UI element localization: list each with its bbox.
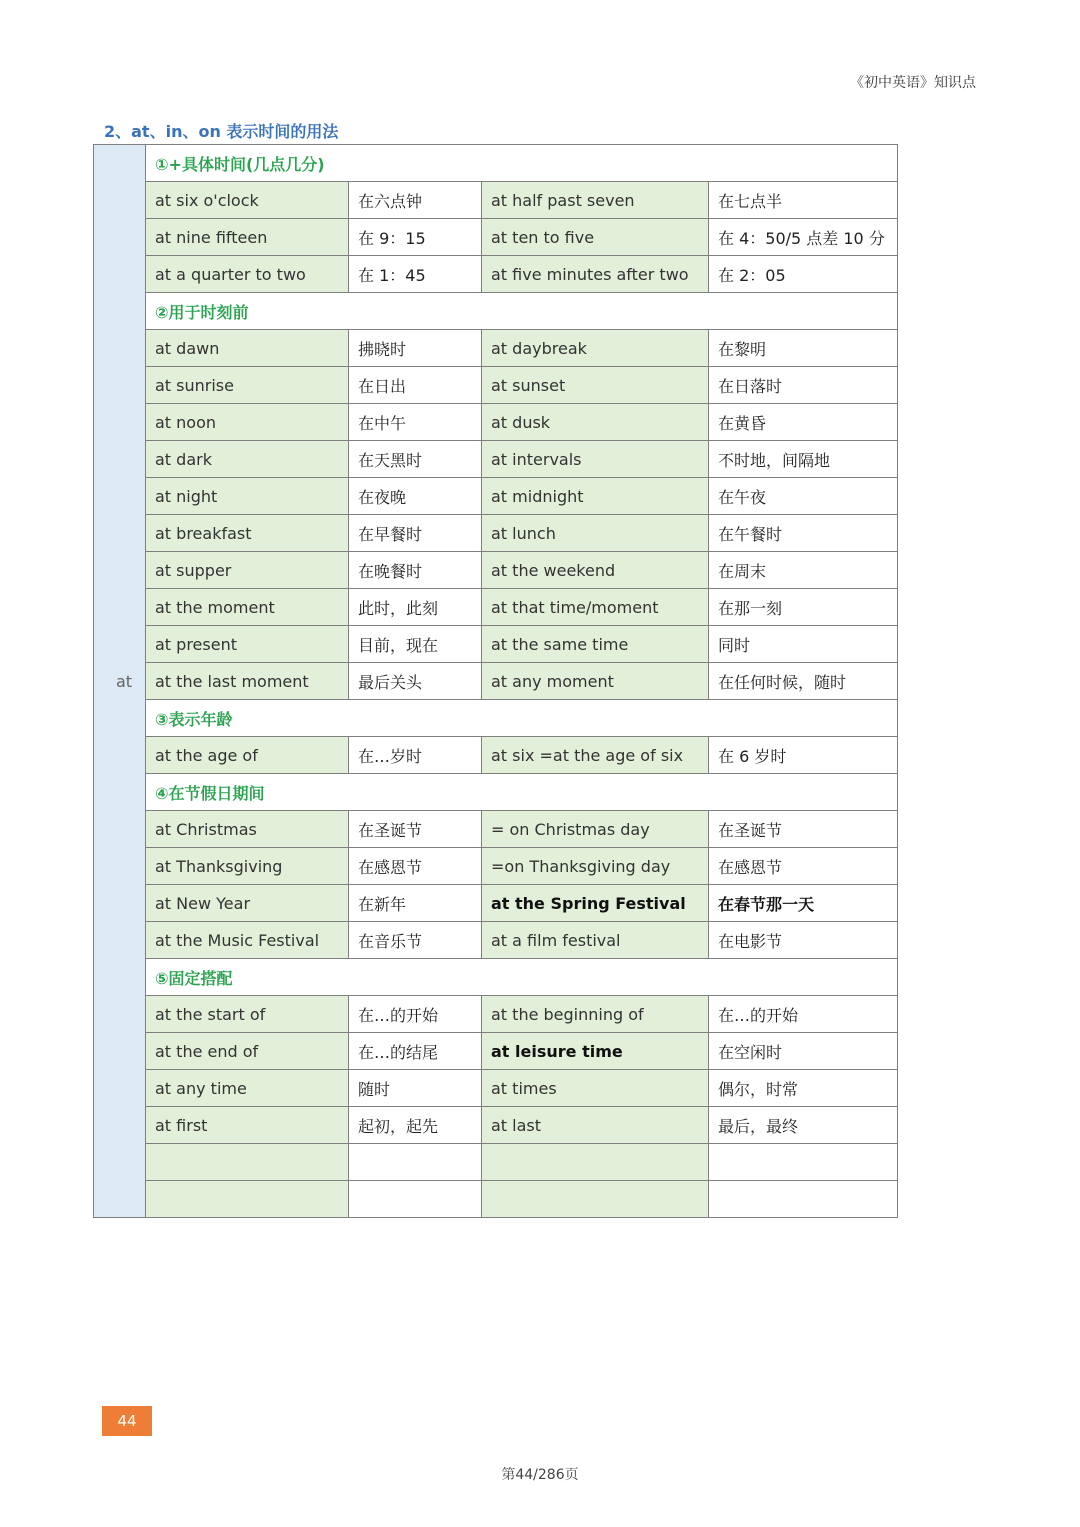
chinese-meaning-cell: 在 1：45: [349, 256, 482, 293]
english-phrase-cell: at ten to five: [482, 219, 709, 256]
preposition-label: at: [94, 145, 146, 1218]
table-row: [94, 404, 898, 441]
table-row: [94, 737, 898, 774]
chinese-meaning-cell: 在日出: [349, 367, 482, 404]
english-phrase-cell: at half past seven: [482, 182, 709, 219]
english-phrase-cell: at first: [146, 1107, 349, 1144]
english-phrase-cell: at six =at the age of six: [482, 737, 709, 774]
english-phrase-cell: at dawn: [146, 330, 349, 367]
chinese-meaning-cell: 在任何时候，随时: [709, 663, 898, 700]
english-phrase-cell: = on Christmas day: [482, 811, 709, 848]
english-phrase-cell: at that time/moment: [482, 589, 709, 626]
category-row: [94, 700, 898, 737]
chinese-meaning-cell: 在感恩节: [349, 848, 482, 885]
table-row: [94, 256, 898, 293]
table-row: [94, 996, 898, 1033]
english-phrase-cell: at the same time: [482, 626, 709, 663]
chinese-meaning-cell: [349, 1144, 482, 1181]
table-row: [94, 367, 898, 404]
document-header-title: 《初中英语》知识点: [850, 75, 976, 91]
chinese-meaning-cell: 在日落时: [709, 367, 898, 404]
section-title: 2、at、in、on 表示时间的用法: [104, 122, 339, 141]
english-phrase-cell: [146, 1181, 349, 1218]
table-row: [94, 182, 898, 219]
english-phrase-cell: at the last moment: [146, 663, 349, 700]
page-footer: 第44/286页: [501, 1467, 579, 1483]
chinese-meaning-cell: 偶尔，时常: [709, 1070, 898, 1107]
chinese-meaning-cell: 在天黑时: [349, 441, 482, 478]
table-row: [94, 589, 898, 626]
english-phrase-cell: at the end of: [146, 1033, 349, 1070]
english-phrase-cell: at last: [482, 1107, 709, 1144]
english-phrase-cell: at a quarter to two: [146, 256, 349, 293]
category-row: [94, 293, 898, 330]
english-phrase-cell: at intervals: [482, 441, 709, 478]
english-phrase-cell: [482, 1144, 709, 1181]
table-row: [94, 663, 898, 700]
chinese-meaning-cell: 随时: [349, 1070, 482, 1107]
category-title: ④在节假日期间: [146, 774, 898, 811]
chinese-meaning-cell: 在晚餐时: [349, 552, 482, 589]
chinese-meaning-cell: 在中午: [349, 404, 482, 441]
chinese-meaning-cell: 在电影节: [709, 922, 898, 959]
english-phrase-cell: at the weekend: [482, 552, 709, 589]
table-row: [94, 552, 898, 589]
chinese-meaning-cell: 在 4：50/5 点差 10 分: [709, 219, 898, 256]
chinese-meaning-cell: 在黎明: [709, 330, 898, 367]
chinese-meaning-cell: [709, 1181, 898, 1218]
english-phrase-cell: at Christmas: [146, 811, 349, 848]
table-row: [94, 922, 898, 959]
chinese-meaning-cell: 在新年: [349, 885, 482, 922]
english-phrase-cell: at the moment: [146, 589, 349, 626]
english-phrase-cell: at sunset: [482, 367, 709, 404]
english-phrase-cell: =on Thanksgiving day: [482, 848, 709, 885]
english-phrase-cell: at midnight: [482, 478, 709, 515]
chinese-meaning-cell: 在春节那一天: [709, 885, 898, 922]
table-row: [94, 811, 898, 848]
category-title: ②用于时刻前: [146, 293, 898, 330]
table-row: [94, 1181, 898, 1218]
table-row: [94, 441, 898, 478]
english-phrase-cell: at the Music Festival: [146, 922, 349, 959]
chinese-meaning-cell: 在…的结尾: [349, 1033, 482, 1070]
english-phrase-cell: at any time: [146, 1070, 349, 1107]
table-row: [94, 885, 898, 922]
chinese-meaning-cell: 在圣诞节: [349, 811, 482, 848]
chinese-meaning-cell: 在七点半: [709, 182, 898, 219]
english-phrase-cell: at lunch: [482, 515, 709, 552]
english-phrase-cell: at Thanksgiving: [146, 848, 349, 885]
english-phrase-cell: at New Year: [146, 885, 349, 922]
chinese-meaning-cell: 在空闲时: [709, 1033, 898, 1070]
chinese-meaning-cell: 在音乐节: [349, 922, 482, 959]
english-phrase-cell: at noon: [146, 404, 349, 441]
english-phrase-cell: at six o'clock: [146, 182, 349, 219]
table-row: [94, 515, 898, 552]
table-row: [94, 219, 898, 256]
chinese-meaning-cell: 在黄昏: [709, 404, 898, 441]
table-row: [94, 1033, 898, 1070]
chinese-meaning-cell: 拂晓时: [349, 330, 482, 367]
category-row: [94, 959, 898, 996]
english-phrase-cell: [482, 1181, 709, 1218]
chinese-meaning-cell: 在周末: [709, 552, 898, 589]
english-phrase-cell: at leisure time: [482, 1033, 709, 1070]
chinese-meaning-cell: 在感恩节: [709, 848, 898, 885]
english-phrase-cell: at present: [146, 626, 349, 663]
english-phrase-cell: at the Spring Festival: [482, 885, 709, 922]
table-row: [94, 330, 898, 367]
chinese-meaning-cell: 在 2：05: [709, 256, 898, 293]
english-phrase-cell: at the start of: [146, 996, 349, 1033]
chinese-meaning-cell: 目前，现在: [349, 626, 482, 663]
category-title: ①+具体时间(几点几分): [146, 145, 898, 182]
category-row: [94, 774, 898, 811]
chinese-meaning-cell: 在那一刻: [709, 589, 898, 626]
chinese-meaning-cell: 此时，此刻: [349, 589, 482, 626]
chinese-meaning-cell: 在 6 岁时: [709, 737, 898, 774]
chinese-meaning-cell: 在六点钟: [349, 182, 482, 219]
chinese-meaning-cell: 在…岁时: [349, 737, 482, 774]
category-title: ③表示年龄: [146, 700, 898, 737]
chinese-meaning-cell: 起初，起先: [349, 1107, 482, 1144]
page-number-badge: 44: [102, 1406, 152, 1436]
chinese-meaning-cell: [709, 1144, 898, 1181]
english-phrase-cell: at the age of: [146, 737, 349, 774]
chinese-meaning-cell: 在午夜: [709, 478, 898, 515]
table-row: [94, 1070, 898, 1107]
chinese-meaning-cell: 在午餐时: [709, 515, 898, 552]
chinese-meaning-cell: 在 9：15: [349, 219, 482, 256]
table-row: [94, 1144, 898, 1181]
chinese-meaning-cell: 在…的开始: [349, 996, 482, 1033]
chinese-meaning-cell: 在早餐时: [349, 515, 482, 552]
category-title: ⑤固定搭配: [146, 959, 898, 996]
chinese-meaning-cell: [349, 1181, 482, 1218]
table-row: [94, 848, 898, 885]
chinese-meaning-cell: 不时地，间隔地: [709, 441, 898, 478]
chinese-meaning-cell: 同时: [709, 626, 898, 663]
english-phrase-cell: at nine fifteen: [146, 219, 349, 256]
table-row: [94, 626, 898, 663]
english-phrase-cell: at dark: [146, 441, 349, 478]
category-row: [94, 145, 898, 182]
english-phrase-cell: at daybreak: [482, 330, 709, 367]
chinese-meaning-cell: 在圣诞节: [709, 811, 898, 848]
chinese-meaning-cell: 在夜晚: [349, 478, 482, 515]
chinese-meaning-cell: 在…的开始: [709, 996, 898, 1033]
english-phrase-cell: at night: [146, 478, 349, 515]
english-phrase-cell: at a film festival: [482, 922, 709, 959]
english-phrase-cell: at sunrise: [146, 367, 349, 404]
english-phrase-cell: at the beginning of: [482, 996, 709, 1033]
at-usage-table: [93, 144, 898, 1218]
english-phrase-cell: at breakfast: [146, 515, 349, 552]
chinese-meaning-cell: 最后，最终: [709, 1107, 898, 1144]
chinese-meaning-cell: 最后关头: [349, 663, 482, 700]
english-phrase-cell: at times: [482, 1070, 709, 1107]
english-phrase-cell: at dusk: [482, 404, 709, 441]
english-phrase-cell: at five minutes after two: [482, 256, 709, 293]
table-row: [94, 1107, 898, 1144]
english-phrase-cell: [146, 1144, 349, 1181]
english-phrase-cell: at any moment: [482, 663, 709, 700]
english-phrase-cell: at supper: [146, 552, 349, 589]
table-row: [94, 478, 898, 515]
